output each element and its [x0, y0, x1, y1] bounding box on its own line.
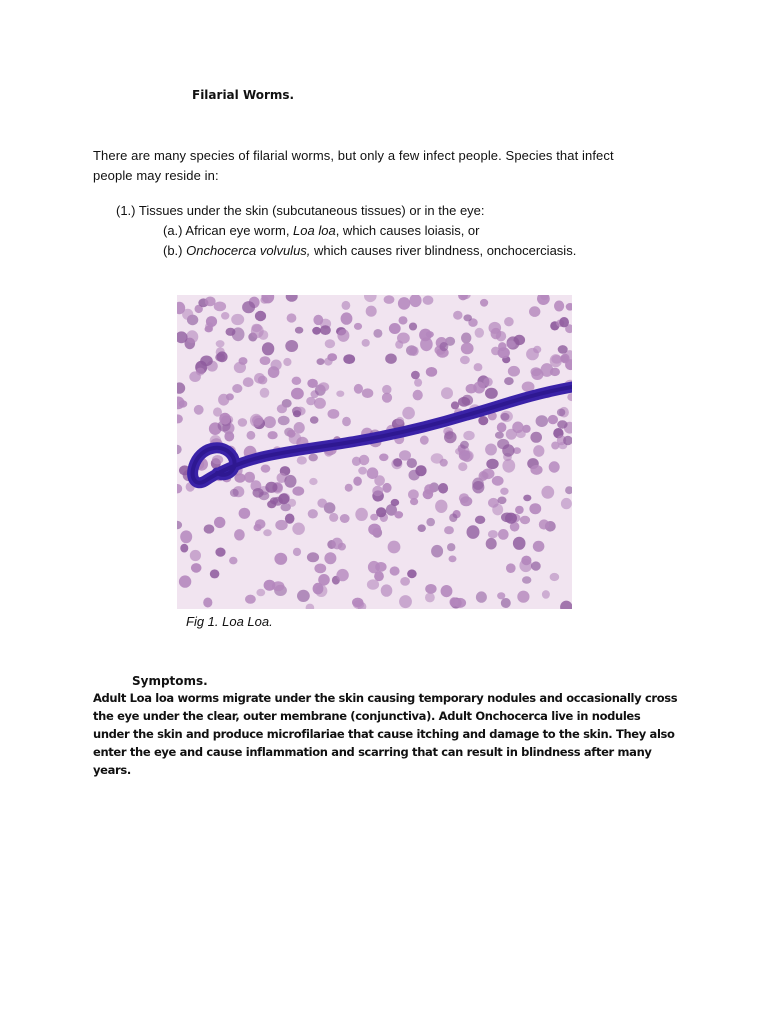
blood-cell: [533, 445, 544, 457]
blood-cell: [239, 357, 248, 365]
blood-cell: [329, 513, 338, 522]
blood-cell: [177, 445, 182, 454]
blood-cell: [217, 351, 228, 362]
blood-cell: [327, 353, 337, 361]
blood-cell: [458, 397, 470, 407]
list-item-b-species: Onchocerca volvulus,: [186, 243, 311, 258]
blood-cell: [362, 339, 370, 347]
blood-cell: [531, 561, 541, 570]
blood-cell: [259, 491, 270, 500]
blood-cell: [254, 524, 262, 531]
blood-cell: [557, 420, 567, 428]
blood-cell: [426, 518, 435, 526]
blood-cell: [251, 324, 262, 332]
blood-cell: [381, 584, 393, 596]
blood-cell: [497, 592, 505, 599]
blood-cell: [529, 306, 540, 317]
blood-cell: [354, 384, 363, 394]
blood-cell: [447, 543, 455, 551]
blood-cell: [474, 363, 483, 371]
blood-cell: [182, 309, 193, 320]
list-item-b-prefix: (b.): [163, 243, 187, 258]
blood-cell: [399, 316, 408, 324]
blood-cell: [463, 431, 474, 441]
blood-cell: [559, 317, 569, 327]
blood-cell: [409, 323, 417, 331]
blood-cell: [342, 301, 351, 310]
blood-cell: [466, 384, 477, 394]
blood-cell: [354, 323, 362, 330]
blood-cell: [292, 377, 302, 385]
blood-cell: [268, 366, 280, 378]
blood-cell: [391, 499, 400, 506]
blood-cell: [506, 563, 516, 573]
blood-cell: [508, 366, 520, 377]
blood-cell: [364, 295, 377, 302]
blood-cell: [523, 495, 531, 502]
blood-cell: [362, 388, 373, 398]
blood-cell: [513, 537, 526, 550]
blood-cell: [212, 455, 223, 464]
blood-cell: [177, 382, 185, 393]
blood-cell: [475, 516, 485, 524]
list-item-a: [163, 221, 479, 241]
blood-cell: [375, 562, 386, 572]
blood-cell: [190, 550, 201, 561]
blood-cell: [226, 393, 234, 400]
blood-cell: [424, 484, 435, 494]
list-item-b-suffix: which causes river blindness, onchocerciasis.: [310, 243, 577, 258]
blood-cell: [530, 465, 542, 475]
blood-cell: [384, 295, 395, 304]
blood-cell: [214, 517, 225, 528]
blood-cell: [413, 390, 423, 401]
blood-cell: [431, 545, 443, 558]
blood-cell: [409, 346, 418, 356]
blood-cell: [495, 432, 504, 439]
blood-cell: [179, 400, 188, 407]
blood-cell: [515, 506, 524, 514]
blood-cell: [283, 358, 291, 366]
blood-cell: [180, 544, 188, 553]
blood-cell: [238, 418, 247, 427]
blood-cell: [461, 333, 471, 344]
blood-cell: [498, 497, 507, 505]
blood-cell: [340, 514, 350, 523]
blood-cell: [317, 358, 325, 365]
blood-cell: [504, 377, 514, 385]
blood-cell: [409, 295, 421, 307]
blood-cell: [485, 444, 497, 456]
symptoms-heading: Symptoms.: [132, 674, 208, 688]
blood-cell: [453, 311, 462, 320]
blood-cell: [231, 314, 244, 325]
blood-cell: [449, 513, 457, 522]
blood-cell: [260, 296, 268, 304]
blood-cell: [414, 378, 422, 386]
blood-cell: [214, 302, 226, 312]
blood-cell: [501, 413, 510, 421]
blood-cell: [272, 581, 284, 591]
blood-cell: [498, 347, 510, 358]
blood-cell: [566, 303, 572, 311]
blood-cell: [498, 529, 509, 540]
blood-cell: [483, 377, 493, 386]
blood-cell: [561, 498, 572, 509]
blood-cell: [475, 328, 484, 338]
blood-cell: [234, 529, 245, 540]
blood-cell: [418, 524, 426, 532]
blood-cell: [382, 483, 391, 493]
blood-cell: [550, 573, 560, 581]
blood-cell: [314, 564, 326, 574]
blood-cell: [277, 404, 287, 413]
blood-cell: [262, 342, 274, 355]
blood-cell: [309, 478, 317, 485]
blood-cell: [501, 598, 511, 608]
blood-cell: [287, 313, 297, 322]
blood-cell: [261, 465, 271, 473]
blood-cell: [229, 557, 237, 565]
blood-cell: [539, 519, 549, 529]
blood-cell: [440, 342, 449, 351]
blood-cell: [342, 417, 351, 427]
blood-cell: [336, 391, 344, 397]
blood-cell: [460, 356, 470, 364]
blood-cell: [206, 316, 217, 327]
blood-cell: [460, 441, 469, 449]
blood-cell: [567, 393, 572, 401]
blood-cell: [548, 415, 558, 424]
blood-cell: [358, 467, 367, 475]
blood-cell: [560, 601, 572, 609]
blood-cell: [522, 425, 530, 433]
blood-cell: [179, 575, 191, 587]
blood-cell: [399, 450, 411, 460]
micrograph-image: [177, 295, 572, 609]
blood-cell: [285, 340, 298, 352]
blood-cell: [254, 373, 265, 384]
blood-cell: [263, 529, 272, 536]
blood-cell: [260, 388, 270, 398]
blood-cell: [292, 486, 304, 495]
blood-cell: [533, 541, 545, 552]
blood-cell: [565, 486, 572, 494]
blood-cell: [260, 356, 271, 365]
blood-cell: [308, 509, 318, 518]
blood-cell: [244, 472, 255, 483]
blood-cell: [449, 556, 457, 563]
blood-cell: [355, 508, 368, 521]
blood-cell: [180, 530, 192, 543]
blood-cell: [265, 482, 277, 493]
blood-cell: [385, 354, 397, 364]
blood-cell: [533, 346, 541, 353]
blood-cell: [536, 415, 548, 427]
blood-cell: [461, 343, 474, 355]
list-item-a-species: Loa loa: [293, 223, 336, 238]
blood-cell: [372, 486, 383, 496]
blood-cell: [506, 340, 515, 348]
blood-cell: [194, 405, 204, 415]
blood-cell: [476, 591, 487, 602]
blood-cell: [292, 523, 305, 535]
blood-cell: [502, 459, 515, 473]
blood-cell: [520, 516, 530, 524]
blood-cell: [415, 465, 426, 476]
blood-cell: [522, 576, 531, 584]
blood-cell: [295, 327, 303, 334]
blood-cell: [441, 387, 453, 399]
blood-cell: [389, 323, 401, 334]
list-item-1: (1.) Tissues under the skin (subcutaneous tissues) or in the eye:: [116, 203, 485, 218]
blood-cell: [177, 414, 183, 423]
blood-cell: [242, 301, 255, 313]
blood-cell: [204, 524, 215, 533]
blood-cell: [325, 339, 335, 348]
blood-cell: [486, 459, 498, 469]
blood-cell: [390, 566, 400, 575]
blood-cell: [297, 456, 307, 464]
blood-cell: [506, 429, 517, 440]
blood-cell: [396, 417, 404, 425]
blood-cell: [293, 548, 301, 556]
blood-cell: [382, 393, 392, 403]
blood-cell: [472, 481, 484, 493]
blood-cell: [232, 384, 242, 393]
blood-cell: [313, 583, 324, 595]
blood-cell: [343, 354, 355, 364]
blood-cell: [478, 416, 488, 425]
blood-cell: [215, 548, 225, 557]
blood-cell: [420, 436, 429, 445]
intro-paragraph: There are many species of filarial worms, but only a few infect people. Species that infect people may reside in:: [93, 148, 614, 183]
blood-cell: [542, 590, 550, 599]
blood-cell: [426, 367, 437, 377]
blood-cell: [352, 457, 361, 466]
blood-cell: [502, 444, 514, 456]
blood-cell: [274, 553, 287, 565]
list-item-a-suffix: , which causes loiasis, or: [335, 223, 480, 238]
blood-cell: [337, 329, 349, 342]
blood-cell: [294, 422, 305, 434]
blood-cell: [550, 368, 560, 376]
blood-cell: [374, 571, 384, 581]
blood-cell: [541, 486, 554, 499]
blood-cell: [320, 325, 331, 335]
blood-cell: [226, 328, 236, 336]
blood-cell: [177, 484, 182, 493]
blood-cell: [460, 496, 472, 506]
blood-cell: [275, 520, 287, 530]
blood-cell: [480, 299, 488, 307]
blood-cell: [517, 591, 529, 603]
blood-cell: [353, 477, 362, 486]
blood-cell: [278, 416, 290, 426]
blood-cell: [504, 317, 514, 326]
symptoms-paragraph: Adult Loa loa worms migrate under the skin causing temporary nodules and occasionally cross the eye under the clear, outer membrane (conjunctiva). Adult Onchocerca live in nodules under the skin and produce microfilariae that cause itching and damage to the skin. They also enter the eye and cause inflammation and scarring that can result in blindness after many years.: [93, 691, 678, 777]
blood-cell: [458, 295, 468, 300]
blood-cell: [376, 507, 386, 517]
blood-cell: [191, 563, 202, 573]
blood-cell: [438, 483, 448, 494]
blood-cell: [186, 330, 198, 343]
blood-cell: [554, 301, 564, 312]
blood-cell: [549, 461, 560, 472]
blood-cell: [345, 484, 353, 492]
blood-cell: [210, 569, 220, 578]
blood-cell: [505, 513, 517, 524]
blood-cell: [264, 416, 276, 428]
blood-cell: [488, 530, 498, 538]
blood-cell: [307, 552, 319, 562]
blood-cell: [247, 431, 256, 440]
blood-cell: [312, 327, 321, 335]
blood-cell: [454, 598, 466, 608]
blood-cell: [467, 525, 480, 539]
blood-cell: [221, 312, 229, 320]
blood-cell: [219, 413, 230, 425]
blood-cell: [441, 585, 453, 597]
blood-cell: [407, 569, 417, 578]
blood-cell: [463, 314, 472, 321]
blood-cell: [557, 409, 565, 417]
blood-cell: [256, 589, 265, 596]
blood-cell: [307, 379, 318, 388]
blood-cell: [306, 604, 315, 609]
blood-cell: [485, 388, 498, 399]
list-item-a-prefix: (a.) African eye worm,: [163, 223, 294, 238]
blood-cell: [379, 454, 388, 462]
blood-cell: [328, 409, 340, 419]
page-title: Filarial Worms.: [192, 88, 295, 102]
blood-cell: [530, 432, 542, 443]
loa-loa-micrograph: [177, 295, 572, 609]
blood-cell: [268, 431, 278, 439]
blood-cell: [287, 430, 296, 438]
blood-cell: [423, 296, 434, 305]
blood-cell: [425, 593, 435, 603]
blood-cell: [286, 295, 298, 302]
blood-cell: [400, 577, 410, 586]
blood-cell: [367, 579, 379, 589]
blood-cell: [492, 504, 503, 516]
blood-cell: [393, 458, 402, 467]
blood-cell: [551, 355, 562, 364]
blood-cell: [273, 497, 283, 506]
blood-cell: [451, 401, 459, 409]
blood-cell: [255, 311, 266, 321]
blood-cell: [336, 569, 348, 581]
blood-cell: [318, 382, 329, 391]
blood-cell: [399, 595, 412, 608]
blood-cell: [558, 345, 568, 354]
blood-cell: [250, 414, 262, 427]
blood-cell: [497, 422, 507, 432]
blood-cell: [177, 521, 182, 530]
blood-cell: [531, 369, 543, 380]
blood-cell: [239, 508, 251, 519]
blood-cell: [352, 598, 363, 608]
blood-cell: [245, 595, 256, 604]
list-item-b: [163, 241, 576, 261]
blood-cell: [374, 475, 385, 486]
blood-cell: [458, 462, 467, 471]
blood-cell: [293, 410, 301, 417]
blood-cell: [419, 329, 432, 342]
blood-cell: [205, 297, 216, 307]
blood-cell: [529, 503, 541, 514]
blood-cell: [479, 471, 488, 481]
blood-cell: [500, 488, 508, 495]
blood-cell: [189, 371, 201, 382]
blood-cell: [243, 377, 254, 387]
blood-cell: [284, 475, 296, 488]
blood-cell: [309, 454, 318, 462]
blood-cell: [492, 476, 504, 486]
blood-cell: [394, 511, 403, 518]
blood-cell: [496, 331, 506, 341]
blood-cell: [402, 407, 415, 420]
blood-cell: [408, 489, 419, 499]
blood-cell: [200, 356, 213, 367]
blood-cell: [291, 388, 304, 400]
blood-cell: [444, 431, 457, 443]
blood-cell: [366, 306, 377, 317]
blood-cell: [395, 340, 403, 348]
blood-cell: [521, 556, 531, 566]
blood-cell: [230, 489, 239, 497]
blood-cell: [373, 329, 382, 338]
blood-cell: [486, 538, 497, 550]
figure-caption: Fig 1. Loa Loa.: [186, 614, 273, 629]
blood-cell: [411, 371, 420, 380]
blood-cell: [234, 473, 245, 482]
blood-cell: [341, 312, 353, 324]
blood-cell: [314, 398, 326, 409]
blood-cell: [444, 526, 454, 534]
blood-cell: [368, 524, 381, 536]
blood-cell: [435, 500, 447, 513]
blood-cell: [398, 297, 410, 310]
blood-cell: [310, 416, 319, 423]
blood-cell: [317, 499, 327, 508]
blood-cell: [203, 598, 212, 608]
blood-cell: [440, 459, 448, 467]
blood-cell: [425, 584, 436, 594]
blood-cell: [331, 538, 342, 550]
blood-cell: [297, 590, 310, 602]
blood-cell: [388, 541, 401, 554]
blood-cell: [216, 340, 225, 347]
blood-cell: [324, 552, 336, 564]
